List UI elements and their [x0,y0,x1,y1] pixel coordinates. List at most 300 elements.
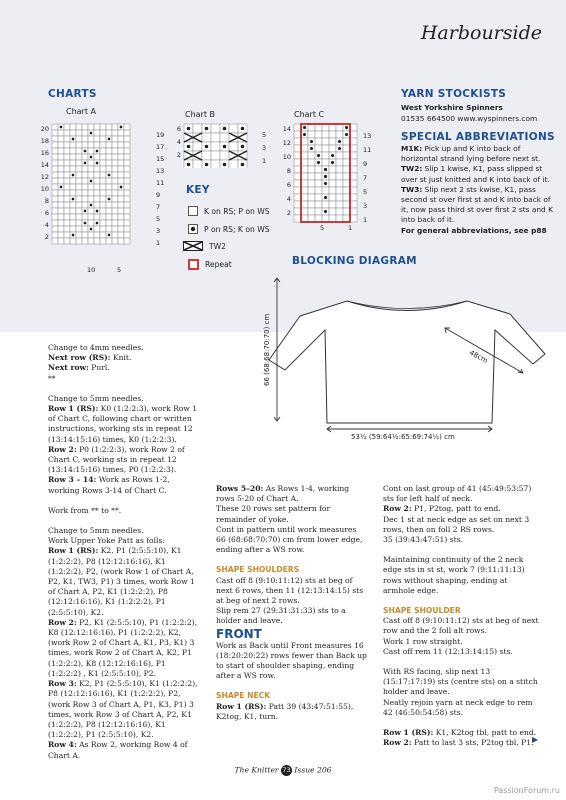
chart-cell [94,226,100,232]
purl-dot [324,168,327,171]
paragraph-spacer [48,496,198,506]
chart-cell [52,166,58,172]
chart-cell [211,142,220,151]
chart-cell [112,154,118,160]
paragraph-text: Change to 5mm needles. [48,393,144,403]
chart-cell [100,148,106,154]
paragraph-text: With RS facing, slip next 13 (15:17:17:19) sts (centre sts) on a stitch holder and leave. [383,667,538,697]
chart-cell [88,214,94,220]
chart-cell [329,131,336,138]
purl-dot [205,163,209,167]
chart-c-row-label: 12 [282,139,291,147]
chart-cell [88,232,94,238]
paragraph-text: As Rows 1-4, working rows 5-20 of Chart A. [216,484,350,504]
purl-dot [223,127,227,131]
paragraph [48,394,198,404]
paragraph-text: Change to 4mm needles. [48,343,144,352]
chart-cell [106,226,112,232]
chart-b-row-label: 5 [262,131,267,139]
chart-cell [76,124,82,130]
chart-cell [82,196,88,202]
purl-dot [84,222,87,225]
chart-cell [94,196,100,202]
continue-arrow-icon: ▶ [532,735,539,744]
chart-cell [52,220,58,226]
chart-a-row-label: 12 [40,173,49,181]
yarn-stockists-heading: YARN STOCKISTS [401,88,507,100]
chart-cell [88,220,94,226]
row-label: Next row (RS): [48,353,111,363]
chart-cell [70,214,76,220]
chart-cell [118,214,124,220]
chart-cell [64,220,70,226]
chart-c-row-label: 10 [282,153,291,161]
paragraph-text: Slip rem 27 (29:31:31:33) sts to a holder and leave. [216,606,346,626]
paragraph-text: Work Upper Yoke Patt as folls: [48,536,165,546]
chart-cell [112,226,118,232]
purl-dot [187,163,191,167]
chart-cell [76,226,82,232]
chart-cell [124,226,130,232]
chart-cell [100,166,106,172]
chart-cell [94,238,100,244]
purl-dot [90,204,93,207]
chart-cell [118,190,124,196]
width-arrow [327,426,492,432]
purl-dot [331,161,334,164]
general-abbreviations-note: For general abbreviations, see p88 [401,225,547,235]
chart-cell [112,190,118,196]
chart-cell [106,208,112,214]
chart-cell [76,214,82,220]
row-label: Rows 5–20: [216,484,264,493]
chart-a-col-label: 5 [117,266,122,274]
paragraph [216,641,368,682]
chart-cell [124,160,130,166]
paragraph-text: P1, P2tog, patt to end. [411,504,501,514]
chart-cell [350,180,357,187]
chart-cell [294,131,301,138]
chart-cell [294,194,301,201]
chart-cell [315,208,322,215]
chart-cell [58,160,64,166]
chart-c-label: Chart C [294,110,325,119]
key-item [188,259,232,270]
chart-a-row-label: 20 [40,125,49,133]
chart-c [276,118,376,233]
key-item [183,241,226,251]
paragraph [48,404,198,445]
paragraph [216,525,368,556]
chart-cell [94,232,100,238]
chart-cell [329,180,336,187]
chart-cell [64,142,70,148]
paragraph [48,679,198,740]
paragraph-text: Change to 5mm needles. [48,526,144,536]
chart-cell [294,152,301,159]
chart-cell [294,187,301,194]
chart-cell [118,160,124,166]
chart-cell [82,226,88,232]
chart-cell [82,202,88,208]
chart-cell [308,215,315,222]
paragraph [216,702,368,722]
chart-cell [58,208,64,214]
paragraph [48,618,198,679]
chart-cell [58,214,64,220]
chart-c-row-label: 8 [286,167,291,175]
purl-dot [90,156,93,159]
chart-cell [88,190,94,196]
chart-cell [64,136,70,142]
chart-a-row-label: 1 [156,239,161,247]
chart-cell [336,194,343,201]
chart-cell [336,173,343,180]
chart-cell [301,194,308,201]
page-title: Harbourside [420,22,542,44]
chart-cell [202,151,211,160]
chart-cell [308,187,315,194]
chart-cell [70,178,76,184]
chart-cell [70,166,76,172]
chart-a-label: Chart A [66,107,96,116]
chart-cell [100,208,106,214]
chart-cell [76,190,82,196]
purl-dot [84,150,87,153]
chart-cell [64,208,70,214]
chart-cell [112,124,118,130]
chart-cell [336,201,343,208]
paragraph [48,363,198,373]
knit-symbol-icon [188,206,198,216]
chart-cell [329,173,336,180]
chart-cell [100,142,106,148]
chart-cell [88,142,94,148]
row-label: Row 1 (RS): [383,728,434,738]
chart-cell [315,124,322,131]
chart-cell [308,180,315,187]
row-label: Next row: [48,363,89,373]
sleeve-measurement: 48cm [468,348,490,365]
chart-cell [100,232,106,238]
chart-cell [301,173,308,180]
chart-cell [350,131,357,138]
chart-cell [193,124,202,133]
chart-cell [124,148,130,154]
paragraph [48,445,198,476]
chart-cell [76,154,82,160]
chart-cell [343,152,350,159]
chart-cell [211,124,220,133]
purl-dot [108,138,111,141]
purl-dot [324,175,327,178]
row-label: Row 2: [383,738,412,748]
chart-a-row-label: 11 [156,179,165,187]
chart-cell [124,232,130,238]
purl-dot [303,133,306,136]
paragraph-text: K1, K2tog tbl, patt to end. [433,728,537,738]
chart-cell [350,145,357,152]
chart-cell [193,160,202,168]
chart-cell [64,190,70,196]
chart-cell [58,220,64,226]
paragraph-text: These 20 rows set pattern for remainder of yoke. [216,504,331,524]
chart-cell [124,136,130,142]
chart-cell [94,202,100,208]
abbreviation-item: TW2: Slip 1 kwise, K1, pass slipped st over st just knitted and K into back of it. [401,164,550,184]
chart-cell [58,196,64,202]
chart-cell [106,202,112,208]
chart-cell [94,124,100,130]
chart-cell [124,190,130,196]
chart-cell [100,238,106,244]
chart-c-row-label: 13 [363,132,372,140]
chart-cell [82,136,88,142]
chart-cell [76,184,82,190]
chart-cell [322,159,329,166]
chart-cell [336,124,343,131]
length-measurement: 66 (68:68:70:70) cm [263,313,271,386]
blocking-diagram [255,268,555,443]
chart-cell [58,190,64,196]
paragraph-text: P0 (1:2:2:3), work Row 2 of Chart C, working sts in repeat 12 (13:14:15:16) times, P0 (1:2:2:3). [48,444,185,475]
chart-cell [58,172,64,178]
chart-b-row-label: 4 [176,138,181,146]
chart-cell [336,187,343,194]
chart-cell [343,215,350,222]
chart-cell [106,166,112,172]
chart-cell [350,124,357,131]
chart-c-row-label: 6 [286,181,291,189]
paragraph [48,740,198,760]
chart-cell [100,214,106,220]
key-item-label: K on RS; P on WS [204,206,270,216]
chart-cell [70,238,76,244]
purl-dot [241,145,245,149]
chart-cell [343,145,350,152]
chart-cell [82,214,88,220]
chart-cell [118,136,124,142]
chart-cell [329,208,336,215]
chart-a-row-label: 6 [44,209,49,217]
chart-cell [112,172,118,178]
paragraph-spacer [48,516,198,526]
chart-cell [118,172,124,178]
chart-a-row-label: 17 [156,143,165,151]
chart-cell [112,178,118,184]
chart-cell [76,142,82,148]
chart-cell [118,142,124,148]
chart-cell [294,159,301,166]
purl-dot [96,150,99,153]
paragraph-text: Work as Back until Front measures 16 (18:20:20:22) rows fewer than Back up to start of shoulder shaping, ending after a WS row. [216,640,367,681]
purl-dot [90,180,93,183]
chart-cell [76,238,82,244]
chart-cell [58,232,64,238]
chart-cell [124,196,130,202]
abbreviations-heading: SPECIAL ABBREVIATIONS [401,131,555,143]
paragraph-text: Patt to last 3 sts, P2tog tbl, P1. [411,738,534,748]
chart-a-row-label: 2 [44,233,49,241]
chart-cell [118,226,124,232]
chart-cell [322,138,329,145]
paragraph [383,504,539,514]
chart-cell [52,208,58,214]
purl-dot [310,140,313,143]
chart-cell [336,131,343,138]
chart-cell [94,166,100,172]
chart-cell [106,130,112,136]
chart-cell [124,130,130,136]
chart-a-row-label: 14 [40,161,49,169]
chart-cell [94,172,100,178]
chart-cell [308,166,315,173]
chart-a-row-label: 3 [156,227,161,235]
chart-cell [52,202,58,208]
chart-cell [350,166,357,173]
paragraph-text: Patt 39 (43:47:51:55), K2tog, K1, turn. [216,701,354,721]
page-footer [0,765,566,776]
row-label: Row 2: [383,504,412,514]
paragraph [383,515,539,535]
chart-cell [315,138,322,145]
chart-cell [58,148,64,154]
chart-cell [211,160,220,168]
chart-c-row-label: 9 [363,160,368,168]
chart-cell [70,184,76,190]
paragraph-text: 35 (39:43:47:51) sts. [383,535,464,545]
chart-cell [350,138,357,145]
chart-cell [100,226,106,232]
chart-cell [301,166,308,173]
chart-cell [301,215,308,222]
chart-cell [322,145,329,152]
purl-dot [60,186,63,189]
chart-cell [112,208,118,214]
chart-cell [52,238,58,244]
chart-c-row-label: 2 [286,209,291,217]
chart-a [40,118,175,278]
paragraph-text: P2, K1 (2:5:5:10), P1 (1:2:2:2), K8 (12:12:16:16), P1 (1:2:2:2), K2, (work Row 2 of Chart A, K1, P3, K1) 3 times, work Row 2 of Chart A, K2, P1 (1:2:2:2), K8 (12:12:16:16), P1 (1:2:2:2) , K1 (2:5:5:10), P2. [48,617,198,678]
chart-cell [100,202,106,208]
chart-cell [106,184,112,190]
key-heading: KEY [186,184,210,196]
chart-cell [294,124,301,131]
chart-cell [52,136,58,142]
chart-cell [294,145,301,152]
chart-cell [112,238,118,244]
chart-cell [64,172,70,178]
purl-dot [90,228,93,231]
chart-cell [64,124,70,130]
chart-cell [70,130,76,136]
chart-cell [64,160,70,166]
chart-a-row-label: 13 [156,167,165,175]
chart-cell [308,159,315,166]
chart-cell [64,184,70,190]
paragraph [48,526,198,536]
paragraph [216,504,368,524]
chart-cell [112,166,118,172]
chart-cell [343,187,350,194]
purl-dot [324,196,327,199]
chart-cell [301,208,308,215]
chart-cell [315,173,322,180]
chart-cell [308,194,315,201]
chart-cell [118,196,124,202]
width-measurement: 53½ (59:64½:65:69:74½) cm [351,433,455,441]
chart-cell [124,172,130,178]
chart-cell [64,130,70,136]
paragraph-spacer [383,718,539,728]
chart-cell [88,160,94,166]
chart-cell [82,184,88,190]
chart-cell [94,190,100,196]
paragraph [48,506,198,516]
chart-cell [106,220,112,226]
chart-cell [315,131,322,138]
purl-dot [205,127,209,131]
purl-dot [120,186,123,189]
chart-cell [88,172,94,178]
chart-cell [220,133,229,142]
row-label: Row 3: [48,679,77,689]
chart-cell [64,166,70,172]
chart-cell [52,172,58,178]
chart-cell [100,136,106,142]
row-label: Row 3 – 14: [48,475,97,485]
key-item-label: TW2 [209,241,226,251]
purl-dot [241,127,245,131]
chart-cell [329,201,336,208]
chart-cell [124,220,130,226]
chart-cell [76,130,82,136]
paragraph-text: As Row 2, working Row 4 of Chart A. [48,740,188,760]
purl-dot [205,145,209,149]
section-subheading: SHAPE SHOULDER [383,606,461,616]
paragraph-text: Cont on last group of 41 (45:49:53:57) sts for left half of neck. [383,484,532,504]
chart-cell [343,201,350,208]
paragraph [383,667,539,698]
chart-cell [301,159,308,166]
chart-cell [118,232,124,238]
purl-dot [84,210,87,213]
chart-cell [64,154,70,160]
chart-cell [94,184,100,190]
paragraph-text: Work 1 row straight. [383,636,463,646]
chart-cell [94,154,100,160]
chart-cell [52,148,58,154]
chart-cell [76,208,82,214]
chart-cell [106,178,112,184]
purl-dot [223,145,227,149]
chart-cell [343,173,350,180]
chart-cell [229,160,238,168]
chart-cell [76,220,82,226]
chart-cell [88,136,94,142]
chart-cell [64,226,70,232]
chart-cell [52,214,58,220]
blocking-heading: BLOCKING DIAGRAM [292,255,417,267]
chart-cell [124,178,130,184]
key-item [188,224,270,234]
chart-cell [70,148,76,154]
chart-cell [350,194,357,201]
purl-dot [84,162,87,165]
purl-dot [72,138,75,141]
paragraph-spacer [48,384,198,394]
paragraph-text: Purl. [88,363,110,373]
